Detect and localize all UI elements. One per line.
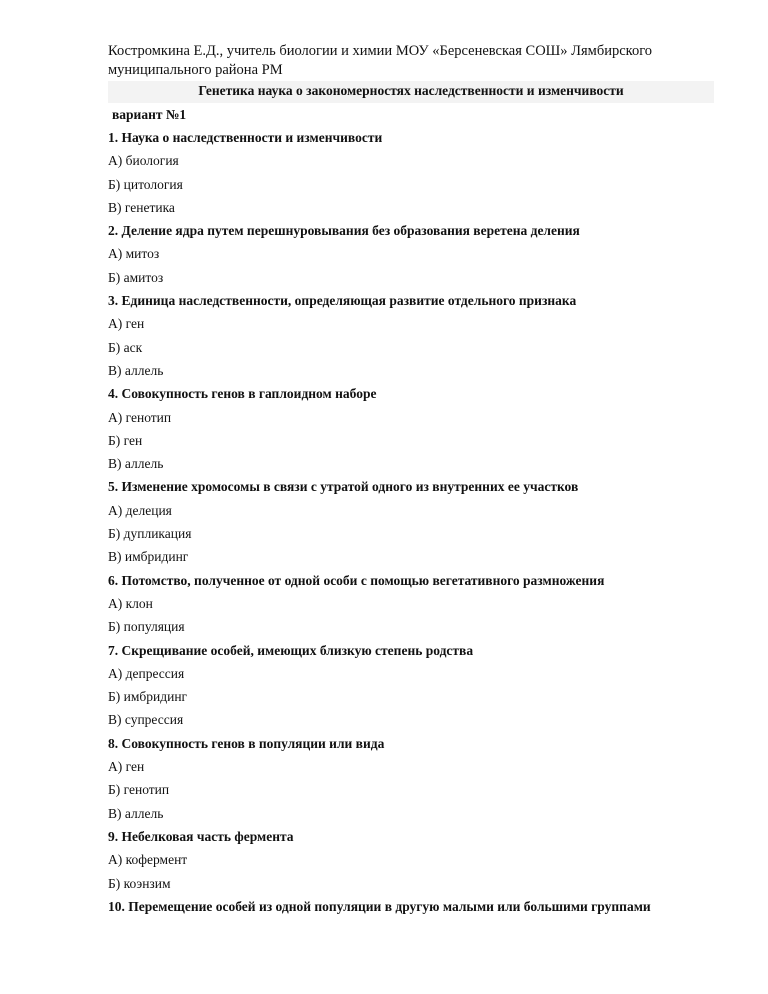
answer-letter: А) bbox=[108, 316, 123, 332]
question-number: 5. bbox=[108, 479, 119, 495]
answer-letter: В) bbox=[108, 456, 122, 472]
question-number: 2. bbox=[108, 223, 119, 239]
answer-letter: В) bbox=[108, 805, 122, 821]
answer-text: аск bbox=[123, 339, 143, 355]
answer-option bbox=[108, 336, 728, 359]
answer-option bbox=[108, 872, 728, 895]
question-text: Единица наследственности, определяющая развитие отдельного признака bbox=[121, 293, 577, 309]
answer-letter: Б) bbox=[108, 782, 121, 798]
answer-letter: А) bbox=[108, 502, 123, 518]
answer-option bbox=[108, 312, 728, 335]
author-header bbox=[108, 42, 728, 80]
answer-letter: Б) bbox=[108, 526, 121, 542]
question-text: Наука о наследственности и изменчивости bbox=[121, 130, 383, 145]
answer-text: генотип bbox=[123, 782, 170, 798]
question bbox=[108, 825, 728, 848]
question-text: Совокупность генов в популяции или вида bbox=[121, 735, 385, 751]
answer-text: генетика bbox=[124, 199, 175, 215]
question-number: 9. bbox=[108, 828, 119, 844]
quiz-list bbox=[108, 126, 728, 918]
answer-option bbox=[108, 708, 728, 731]
answer-letter: Б) bbox=[108, 339, 121, 355]
answer-text: кофермент bbox=[125, 852, 188, 868]
answer-option bbox=[108, 359, 728, 382]
answer-option bbox=[108, 266, 728, 289]
answer-option bbox=[108, 755, 728, 778]
question-text: Совокупность генов в гаплоидном наборе bbox=[121, 386, 377, 402]
author-line-2: муниципального района РМ bbox=[108, 62, 283, 78]
answer-letter: А) bbox=[108, 246, 123, 262]
answer-text: ген bbox=[123, 432, 143, 448]
answer-text: делеция bbox=[125, 502, 172, 518]
answer-option bbox=[108, 452, 728, 475]
answer-option bbox=[108, 848, 728, 871]
answer-letter: В) bbox=[108, 362, 122, 378]
question-number: 8. bbox=[108, 735, 119, 751]
question-number: 10. bbox=[108, 898, 125, 914]
question-text: Потомство, полученное от одной особи с помощью вегетативного размножения bbox=[121, 572, 605, 588]
question-text: Скрещивание особей, имеющих близкую степень родства bbox=[121, 642, 474, 658]
question-number: 4. bbox=[108, 386, 119, 402]
answer-text: биология bbox=[125, 153, 179, 169]
answer-option bbox=[108, 802, 728, 825]
answer-text: аллель bbox=[124, 456, 164, 472]
answer-letter: Б) bbox=[108, 269, 121, 285]
answer-letter: А) bbox=[108, 595, 123, 611]
answer-text: митоз bbox=[125, 246, 160, 262]
question-text: Деление ядра путем перешнуровывания без образования веретена деления bbox=[121, 223, 580, 239]
answer-letter: Б) bbox=[108, 875, 121, 891]
answer-option bbox=[108, 173, 728, 196]
author-line-1: Костромкина Е.Д., учитель биологии и химии МОУ «Берсеневская СОШ» Лямбирского bbox=[108, 43, 653, 59]
answer-letter: Б) bbox=[108, 432, 121, 448]
answer-option bbox=[108, 429, 728, 452]
answer-option bbox=[108, 522, 728, 545]
question bbox=[108, 569, 728, 592]
variant-label: вариант №1 bbox=[112, 107, 187, 122]
answer-option bbox=[108, 545, 728, 568]
question bbox=[108, 219, 728, 242]
question bbox=[108, 289, 728, 312]
answer-letter: А) bbox=[108, 759, 123, 775]
question bbox=[108, 475, 728, 498]
answer-letter: А) bbox=[108, 852, 123, 868]
answer-letter: Б) bbox=[108, 176, 121, 192]
answer-text: ген bbox=[125, 316, 145, 332]
answer-letter: В) bbox=[108, 549, 122, 565]
answer-text: цитология bbox=[123, 176, 183, 192]
answer-option bbox=[108, 499, 728, 522]
question-number: 3. bbox=[108, 293, 119, 309]
question bbox=[108, 639, 728, 662]
answer-option bbox=[108, 149, 728, 172]
answer-option bbox=[108, 662, 728, 685]
answer-letter: Б) bbox=[108, 619, 121, 635]
question-text: Перемещение особей из одной популяции в другую малыми или большими группами bbox=[128, 898, 651, 914]
answer-letter: Б) bbox=[108, 689, 121, 705]
answer-text: генотип bbox=[125, 409, 172, 425]
answer-text: депрессия bbox=[125, 665, 185, 681]
answer-text: коэнзим bbox=[123, 875, 171, 891]
question bbox=[108, 382, 728, 405]
question-number: 1. bbox=[108, 130, 119, 145]
question bbox=[108, 126, 728, 149]
question bbox=[108, 895, 728, 918]
answer-option bbox=[108, 592, 728, 615]
question bbox=[108, 732, 728, 755]
question-number: 7. bbox=[108, 642, 119, 658]
answer-text: аллель bbox=[124, 805, 164, 821]
document-title: Генетика наука о закономерностях наследственности и изменчивости bbox=[198, 83, 624, 98]
answer-text: имбридинг bbox=[123, 689, 188, 705]
answer-text: амитоз bbox=[123, 269, 164, 285]
answer-option bbox=[108, 615, 728, 638]
answer-option bbox=[108, 406, 728, 429]
answer-text: клон bbox=[125, 595, 153, 611]
question-text: Небелковая часть фермента bbox=[121, 828, 294, 844]
answer-option bbox=[108, 196, 728, 219]
answer-text: супрессия bbox=[124, 712, 184, 728]
answer-option bbox=[108, 685, 728, 708]
answer-letter: В) bbox=[108, 199, 122, 215]
answer-text: дупликация bbox=[123, 526, 192, 542]
answer-text: популяция bbox=[123, 619, 185, 635]
answer-text: имбридинг bbox=[124, 549, 189, 565]
answer-text: аллель bbox=[124, 362, 164, 378]
question-number: 6. bbox=[108, 572, 119, 588]
answer-option bbox=[108, 242, 728, 265]
answer-text: ген bbox=[125, 759, 145, 775]
answer-letter: А) bbox=[108, 153, 123, 169]
answer-letter: А) bbox=[108, 409, 123, 425]
answer-letter: А) bbox=[108, 665, 123, 681]
question-text: Изменение хромосомы в связи с утратой одного из внутренних ее участков bbox=[121, 479, 579, 495]
answer-letter: В) bbox=[108, 712, 122, 728]
answer-option bbox=[108, 778, 728, 801]
